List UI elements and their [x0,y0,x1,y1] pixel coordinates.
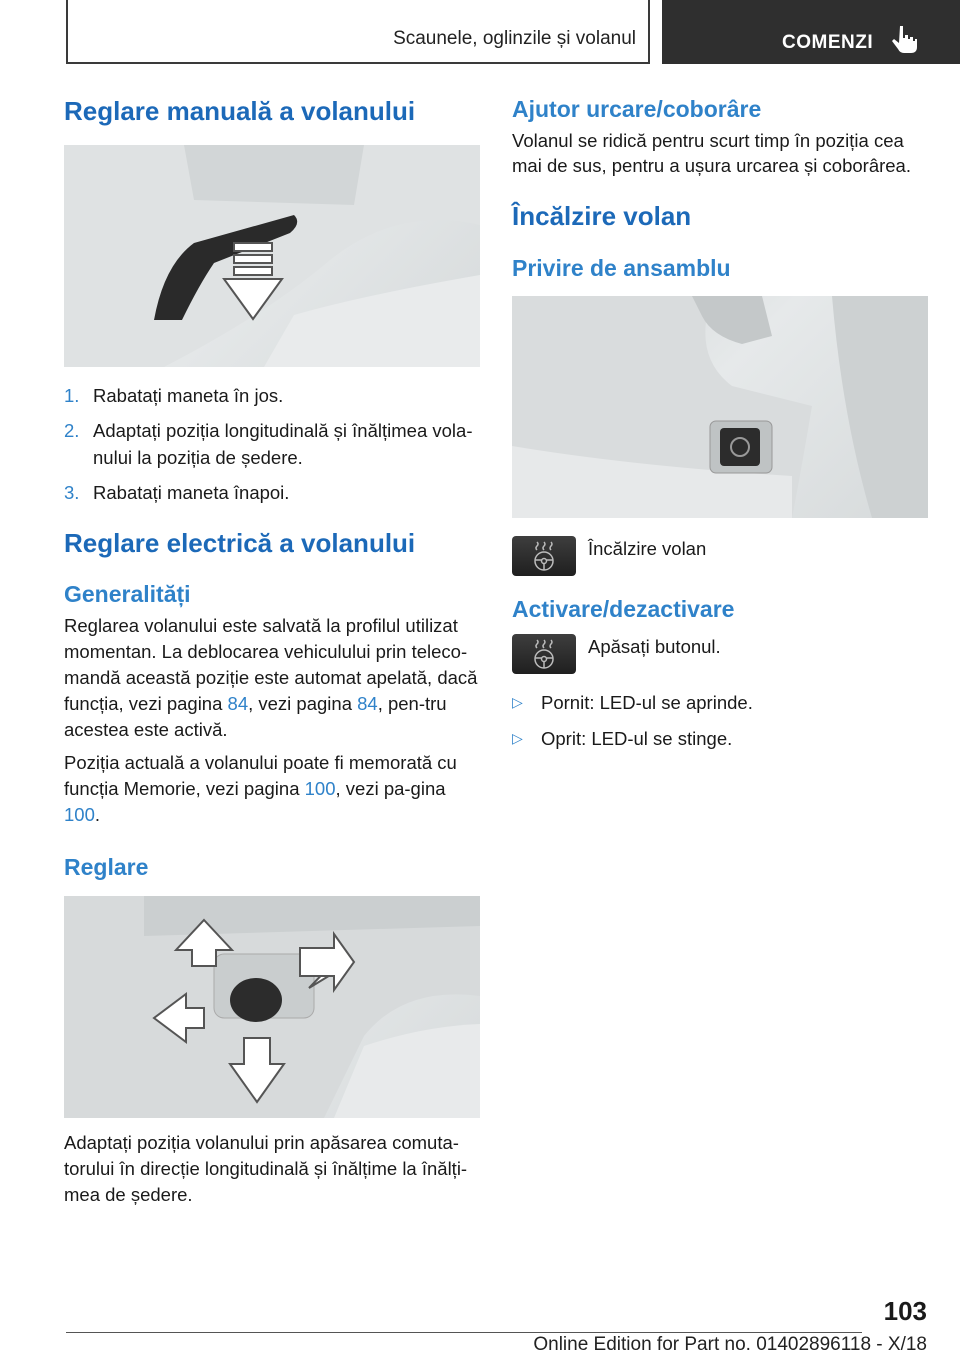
toggle-heading: Activare/dezactivare [512,596,735,623]
steering-wheel-heat-icon [526,638,562,670]
list-item [64,383,480,409]
adjust-heading: Reglare [64,854,149,881]
step-number: 3. [64,481,80,503]
list-item [512,690,928,716]
triangle-bullet-icon: ▷ [512,729,523,746]
steering-heat-button[interactable] [512,634,576,674]
heating-overview-illustration [512,296,928,518]
page-link-84[interactable]: 84 [227,692,249,714]
manual-adjust-heading: Reglare manuală a volanului [64,96,416,126]
page-link-100[interactable]: 100 [304,778,336,800]
steering-wheel-heat-icon [526,540,562,572]
section-title: Scaunele, oglinzile și volanul [393,28,636,49]
assist-paragraph: Volanul se ridică pentru scurt timp în poziția cea mai de sus, pentru a ușura urcarea și coborârea. [512,129,911,177]
general-paragraph-2 [64,750,480,828]
step-number: 2. [64,420,80,442]
paragraph-text: Reglarea volanului este salvată la profilul utilizat momentan. La deblocarea vehiculului prin teleco‐mandă această poziție este automat apelată, dacă funcția, vezi pagina [64,615,478,714]
paragraph-text: , vezi pa‐gina [335,778,446,800]
paragraph-text: . [94,804,101,826]
chapter-title: COMENZI [782,32,874,53]
overview-heading: Privire de ansamblu [512,254,731,281]
step-text: Rabatați maneta înapoi. [93,481,290,503]
chapter-tab[interactable] [662,0,960,64]
page-link-100[interactable]: 100 [64,804,95,826]
manual-steps-list [64,383,480,506]
heating-overview-photo [512,296,928,518]
list-item [512,726,928,752]
general-paragraph-1 [64,613,480,742]
bullet-text: Pornit: LED-ul se aprinde. [541,691,753,713]
footer-divider [66,1332,862,1333]
electric-switch-photo [64,896,480,1118]
manual-lever-photo [64,145,480,367]
left-column [64,96,480,1207]
manual-lever-illustration [64,145,480,367]
step-number: 1. [64,385,80,407]
hand-pointer-icon [891,24,919,54]
led-status-list [512,690,928,752]
step-text: Rabatați maneta în jos. [93,385,284,407]
running-header-section [66,0,650,64]
bullet-text: Oprit: LED-ul se stinge. [541,727,733,749]
edition-footer: Online Edition for Part no. 01402896118 - X/18 [533,1334,927,1355]
triangle-bullet-icon: ▷ [512,693,523,710]
steering-heat-button[interactable] [512,536,576,576]
general-heading: Generalități [64,581,191,608]
heating-heading: Încălzire volan [512,201,692,232]
list-item [64,480,480,506]
toggle-button-legend [512,634,928,674]
list-item [64,418,480,471]
page-number: 103 [883,1296,927,1326]
page-link-84[interactable]: 84 [357,692,378,714]
adjust-paragraph: Adaptați poziția volanului prin apăsarea comuta‐torului în direcție longitudinală și înălțime la înălți‐mea de ședere. [64,1131,468,1205]
toggle-instruction: Apăsați butonul. [588,635,721,657]
electric-switch-illustration [64,896,480,1118]
paragraph-text: , vezi pagina [248,692,358,714]
assist-heading: Ajutor urcare/coborâre [512,96,762,122]
heating-button-legend [512,536,928,576]
paragraph-text: , pen‐tru acestea este activă. [64,692,447,740]
step-text: Adaptați poziția longitudinală și înălțimea vola‐nului la poziția de ședere. [93,420,473,468]
paragraph-text: Poziția actuală a volanului poate fi memorată cu funcția Memorie, vezi pagina [64,752,457,800]
electric-adjust-heading: Reglare electrică a volanului [64,528,416,559]
heating-button-label: Încălzire volan [588,538,707,560]
right-column [512,96,928,762]
